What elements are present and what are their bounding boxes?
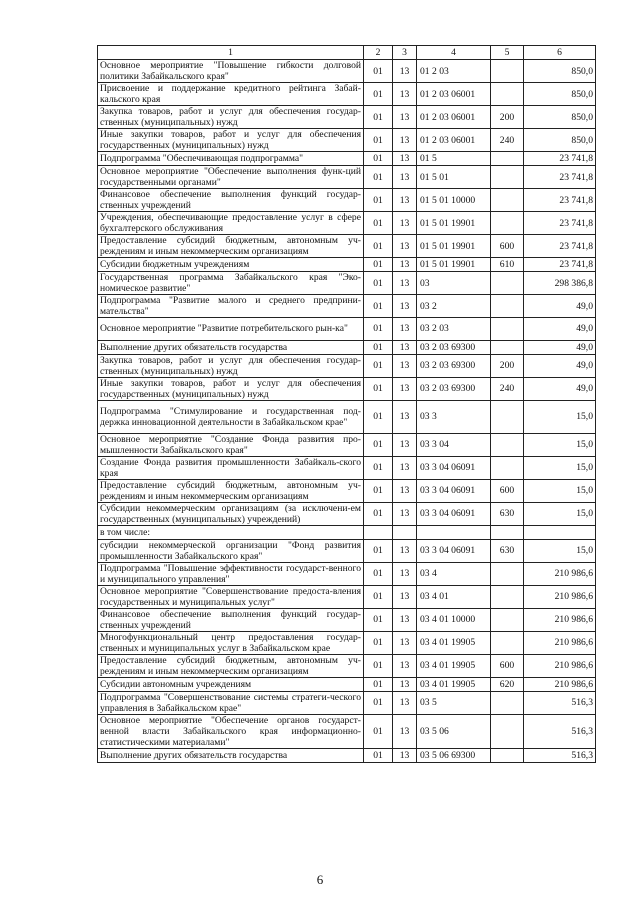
row-expense-type: [491, 400, 524, 433]
row-expense-type: 600: [491, 479, 524, 502]
row-subsection: 13: [393, 189, 417, 212]
row-amount: 49,0: [524, 318, 596, 341]
row-amount: 298 386,8: [524, 272, 596, 295]
header-col-5: 5: [491, 46, 524, 60]
row-name: Субсидии некоммерческим организациям (за исключени-ем государственных (муниципальных) учреждений): [98, 502, 364, 525]
table-row: [98, 539, 596, 562]
row-subsection: 13: [393, 714, 417, 748]
row-expense-type: [491, 212, 524, 235]
table-row: [98, 748, 596, 762]
row-expense-type: [491, 748, 524, 762]
row-name: Финансовое обеспечение выполнения функций государ-ственных учреждений: [98, 189, 364, 212]
row-subsection: 13: [393, 748, 417, 762]
row-section: 01: [364, 106, 393, 129]
row-expense-type: [491, 340, 524, 354]
table-row: [98, 479, 596, 502]
header-col-4: 4: [417, 46, 491, 60]
table-row: [98, 129, 596, 152]
row-section: 01: [364, 377, 393, 400]
row-name: Подпрограмма "Обеспечивающая подпрограмма": [98, 152, 364, 166]
row-subsection: 13: [393, 433, 417, 456]
row-amount: 23 741,8: [524, 166, 596, 189]
row-target-article: 03 4 01 19905: [417, 677, 491, 691]
row-name: Субсидии автономным учреждениям: [98, 677, 364, 691]
row-amount: 850,0: [524, 106, 596, 129]
row-amount: 23 741,8: [524, 152, 596, 166]
row-section: 01: [364, 677, 393, 691]
row-subsection: 13: [393, 340, 417, 354]
row-target-article: 01 5 01 10000: [417, 189, 491, 212]
row-subsection: 13: [393, 400, 417, 433]
row-target-article: 01 2 03 06001: [417, 129, 491, 152]
row-section: 01: [364, 691, 393, 714]
row-subsection: 13: [393, 456, 417, 479]
row-target-article: 03 4 01: [417, 585, 491, 608]
row-amount: 15,0: [524, 502, 596, 525]
row-expense-type: [491, 433, 524, 456]
row-target-article: 01 5 01 19901: [417, 235, 491, 258]
row-amount: 210 986,6: [524, 654, 596, 677]
row-expense-type: 630: [491, 502, 524, 525]
row-section: 01: [364, 318, 393, 341]
row-target-article: 03 3: [417, 400, 491, 433]
row-section: 01: [364, 354, 393, 377]
row-amount: 23 741,8: [524, 189, 596, 212]
table-row: [98, 235, 596, 258]
row-target-article: 01 5: [417, 152, 491, 166]
row-subsection: 13: [393, 318, 417, 341]
row-expense-type: [491, 83, 524, 106]
row-section: 01: [364, 60, 393, 83]
row-subsection: 13: [393, 539, 417, 562]
row-expense-type: [491, 525, 524, 539]
row-expense-type: [491, 295, 524, 318]
row-target-article: 03 2 03 69300: [417, 354, 491, 377]
row-section: 01: [364, 83, 393, 106]
row-subsection: 13: [393, 608, 417, 631]
row-expense-type: 630: [491, 539, 524, 562]
row-target-article: 03: [417, 272, 491, 295]
header-col-1: 1: [98, 46, 364, 60]
row-name: Предоставление субсидий бюджетным, автономным уч-реждениям и иным некоммерческим организациям: [98, 235, 364, 258]
row-subsection: 13: [393, 654, 417, 677]
row-section: 01: [364, 714, 393, 748]
row-target-article: 03 4 01 10000: [417, 608, 491, 631]
row-amount: 850,0: [524, 60, 596, 83]
row-expense-type: [491, 562, 524, 585]
row-amount: 516,3: [524, 691, 596, 714]
row-expense-type: 600: [491, 235, 524, 258]
table-row: [98, 714, 596, 748]
row-name: Государственная программа Забайкальского края "Эко-номическое развитие": [98, 272, 364, 295]
row-name: Подпрограмма "Повышение эффективности государст-венного и муниципального управления": [98, 562, 364, 585]
row-target-article: 03 3 04 06091: [417, 502, 491, 525]
row-section: 01: [364, 654, 393, 677]
row-amount: 516,3: [524, 714, 596, 748]
row-subsection: 13: [393, 166, 417, 189]
table-row: [98, 456, 596, 479]
row-expense-type: 600: [491, 654, 524, 677]
row-target-article: 03 4: [417, 562, 491, 585]
row-section: 01: [364, 433, 393, 456]
row-target-article: 01 2 03: [417, 60, 491, 83]
row-section: 01: [364, 502, 393, 525]
row-amount: 210 986,6: [524, 562, 596, 585]
row-target-article: 03 2: [417, 295, 491, 318]
row-name: Основное мероприятие "Обеспечение выполнения функ-ций государственными органами": [98, 166, 364, 189]
row-subsection: 13: [393, 562, 417, 585]
row-target-article: 03 4 01 19905: [417, 631, 491, 654]
row-amount: 15,0: [524, 456, 596, 479]
table-row: [98, 377, 596, 400]
row-amount: 210 986,6: [524, 631, 596, 654]
row-subsection: 13: [393, 295, 417, 318]
row-section: 01: [364, 479, 393, 502]
row-subsection: 13: [393, 272, 417, 295]
row-amount: 23 741,8: [524, 235, 596, 258]
row-name: в том числе:: [98, 525, 364, 539]
row-name: Подпрограмма "Совершенствование системы стратеги-ческого управления в Забайкальском крае": [98, 691, 364, 714]
row-section: 01: [364, 608, 393, 631]
row-subsection: [393, 525, 417, 539]
row-name: Основное мероприятие "Создание Фонда развития про-мышленности Забайкальского края": [98, 433, 364, 456]
row-amount: 850,0: [524, 129, 596, 152]
row-amount: 49,0: [524, 295, 596, 318]
row-subsection: 13: [393, 691, 417, 714]
table-row: [98, 60, 596, 83]
table-row: [98, 654, 596, 677]
row-name: Подпрограмма "Развитие малого и среднего предприни-мательства": [98, 295, 364, 318]
table-row: [98, 212, 596, 235]
table-row: [98, 106, 596, 129]
row-target-article: 03 2 03 69300: [417, 340, 491, 354]
row-name: Иные закупки товаров, работ и услуг для обеспечения государственных (муниципальных) нужд: [98, 129, 364, 152]
row-subsection: 13: [393, 631, 417, 654]
table-row: [98, 189, 596, 212]
row-amount: 210 986,6: [524, 677, 596, 691]
table-row: [98, 585, 596, 608]
header-col-6: 6: [524, 46, 596, 60]
row-target-article: 03 3 04 06091: [417, 479, 491, 502]
row-section: 01: [364, 166, 393, 189]
row-expense-type: 610: [491, 258, 524, 272]
row-expense-type: [491, 60, 524, 83]
row-expense-type: [491, 714, 524, 748]
row-target-article: [417, 525, 491, 539]
row-subsection: 13: [393, 258, 417, 272]
row-section: 01: [364, 258, 393, 272]
row-expense-type: [491, 189, 524, 212]
row-section: 01: [364, 189, 393, 212]
row-target-article: 03 2 03 69300: [417, 377, 491, 400]
table-row: [98, 83, 596, 106]
row-target-article: 03 2 03: [417, 318, 491, 341]
row-amount: 23 741,8: [524, 258, 596, 272]
table-row: [98, 152, 596, 166]
row-section: 01: [364, 129, 393, 152]
row-target-article: 03 5 06 69300: [417, 748, 491, 762]
row-expense-type: [491, 456, 524, 479]
row-name: Многофункциональный центр предоставления государ-ственных и муниципальных услуг в Забайкальском крае: [98, 631, 364, 654]
row-section: 01: [364, 562, 393, 585]
table-row: [98, 608, 596, 631]
row-section: 01: [364, 456, 393, 479]
row-expense-type: [491, 152, 524, 166]
row-section: 01: [364, 631, 393, 654]
page-number: 6: [316, 872, 324, 887]
row-subsection: 13: [393, 83, 417, 106]
row-expense-type: [491, 608, 524, 631]
table-row: [98, 340, 596, 354]
row-expense-type: 240: [491, 129, 524, 152]
table-row: [98, 272, 596, 295]
row-name: Основное мероприятие "Повышение гибкости долговой политики Забайкальского края": [98, 60, 364, 83]
row-subsection: 13: [393, 677, 417, 691]
row-expense-type: [491, 631, 524, 654]
row-subsection: 13: [393, 354, 417, 377]
row-target-article: 03 5: [417, 691, 491, 714]
row-name: Финансовое обеспечение выполнения функций государ-ственных учреждений: [98, 608, 364, 631]
table-row: [98, 318, 596, 341]
row-target-article: 03 3 04 06091: [417, 539, 491, 562]
row-section: 01: [364, 295, 393, 318]
row-subsection: 13: [393, 212, 417, 235]
row-expense-type: [491, 691, 524, 714]
row-target-article: 03 5 06: [417, 714, 491, 748]
row-name: Предоставление субсидий бюджетным, автономным уч-реждениям и иным некоммерческим организациям: [98, 479, 364, 502]
budget-table: [97, 45, 596, 763]
row-name: Присвоение и поддержание кредитного рейтинга Забай-кальского края: [98, 83, 364, 106]
row-subsection: 13: [393, 129, 417, 152]
table-header-row: [98, 46, 596, 60]
row-subsection: 13: [393, 502, 417, 525]
row-name: Иные закупки товаров, работ и услуг для обеспечения государственных (муниципальных) нужд: [98, 377, 364, 400]
row-section: 01: [364, 235, 393, 258]
row-section: [364, 525, 393, 539]
table-row: [98, 677, 596, 691]
table-row: [98, 166, 596, 189]
row-name: субсидии некоммерческой организации "Фонд развития промышленности Забайкальского края": [98, 539, 364, 562]
row-name: Основное мероприятие "Совершенствование предоста-вления государственных и муниципальных услуг": [98, 585, 364, 608]
row-target-article: 01 2 03 06001: [417, 106, 491, 129]
row-section: 01: [364, 272, 393, 295]
row-expense-type: 200: [491, 354, 524, 377]
row-name: Выполнение других обязательств государства: [98, 748, 364, 762]
row-amount: 49,0: [524, 377, 596, 400]
header-col-2: 2: [364, 46, 393, 60]
row-section: 01: [364, 340, 393, 354]
table-row: [98, 631, 596, 654]
row-amount: 210 986,6: [524, 608, 596, 631]
row-expense-type: [491, 585, 524, 608]
row-target-article: 03 4 01 19905: [417, 654, 491, 677]
table-row: [98, 354, 596, 377]
row-subsection: 13: [393, 106, 417, 129]
row-amount: 15,0: [524, 400, 596, 433]
table-row: [98, 400, 596, 433]
row-subsection: 13: [393, 235, 417, 258]
row-amount: 516,3: [524, 748, 596, 762]
row-section: 01: [364, 748, 393, 762]
table-row: [98, 502, 596, 525]
row-name: Выполнение других обязательств государства: [98, 340, 364, 354]
row-amount: 210 986,6: [524, 585, 596, 608]
row-section: 01: [364, 585, 393, 608]
row-expense-type: [491, 272, 524, 295]
row-name: Предоставление субсидий бюджетным, автономным уч-реждениям и иным некоммерческим организациям: [98, 654, 364, 677]
table-row: [98, 295, 596, 318]
row-expense-type: 620: [491, 677, 524, 691]
row-target-article: 01 2 03 06001: [417, 83, 491, 106]
row-section: 01: [364, 212, 393, 235]
row-name: Закупка товаров, работ и услуг для обеспечения государ-ственных (муниципальных) нужд: [98, 106, 364, 129]
table-row: [98, 691, 596, 714]
row-amount: [524, 525, 596, 539]
row-target-article: 03 3 04 06091: [417, 456, 491, 479]
row-amount: 49,0: [524, 354, 596, 377]
row-expense-type: [491, 166, 524, 189]
row-subsection: 13: [393, 152, 417, 166]
row-amount: 49,0: [524, 340, 596, 354]
row-section: 01: [364, 539, 393, 562]
row-expense-type: 240: [491, 377, 524, 400]
row-subsection: 13: [393, 60, 417, 83]
row-subsection: 13: [393, 479, 417, 502]
table-row: [98, 433, 596, 456]
row-name: Подпрограмма "Стимулирование и государственная под-держка инновационной деятельности в Забайкальском крае": [98, 400, 364, 433]
row-subsection: 13: [393, 585, 417, 608]
row-name: Учреждения, обеспечивающие предоставление услуг в сфере бухгалтерского обслуживания: [98, 212, 364, 235]
row-section: 01: [364, 152, 393, 166]
row-expense-type: 200: [491, 106, 524, 129]
row-amount: 15,0: [524, 433, 596, 456]
row-section: 01: [364, 400, 393, 433]
row-name: Субсидии бюджетным учреждениям: [98, 258, 364, 272]
row-amount: 15,0: [524, 539, 596, 562]
row-expense-type: [491, 318, 524, 341]
table-row: [98, 525, 596, 539]
row-amount: 850,0: [524, 83, 596, 106]
row-name: Основное мероприятие "Обеспечение органов государст-венной власти Забайкальского края информационно-статистическими материалами": [98, 714, 364, 748]
header-col-3: 3: [393, 46, 417, 60]
row-target-article: 01 5 01 19901: [417, 212, 491, 235]
row-name: Основное мероприятие "Развитие потребительского рын-ка": [98, 318, 364, 341]
row-name: Создание Фонда развития промышленности Забайкаль-ского края: [98, 456, 364, 479]
row-target-article: 01 5 01 19901: [417, 258, 491, 272]
row-target-article: 03 3 04: [417, 433, 491, 456]
table-body: [98, 46, 596, 763]
row-amount: 15,0: [524, 479, 596, 502]
row-subsection: 13: [393, 377, 417, 400]
row-target-article: 01 5 01: [417, 166, 491, 189]
table-row: [98, 258, 596, 272]
row-name: Закупка товаров, работ и услуг для обеспечения государ-ственных (муниципальных) нужд: [98, 354, 364, 377]
table-row: [98, 562, 596, 585]
row-amount: 23 741,8: [524, 212, 596, 235]
